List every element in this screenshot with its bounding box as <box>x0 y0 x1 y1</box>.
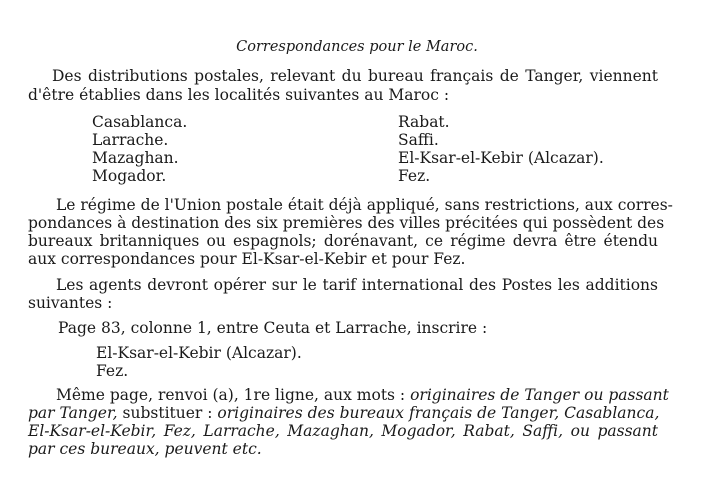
renvoi-line-2-roman: substituer : <box>117 404 218 422</box>
renvoi-line-1-italic: originaires de Tanger ou passant <box>410 386 669 404</box>
locality-larrache: Larrache. <box>92 131 169 149</box>
locality-mogador: Mogador. <box>92 167 167 185</box>
renvoi-line-2 <box>28 404 658 422</box>
locality-fez: Fez. <box>398 167 431 185</box>
locality-casablanca: Casablanca. <box>92 113 188 131</box>
intro-line-1: Des distributions postales, relevant du bureau français de Tanger, viennent <box>52 67 658 85</box>
renvoi-line-4: par ces bureaux, peuvent etc. <box>28 440 262 458</box>
regime-line-1: Le régime de l'Union postale était déjà appliqué, sans restrictions, aux corres- <box>56 196 673 214</box>
locality-el-ksar-el-kebir: El-Ksar-el-Kebir (Alcazar). <box>398 149 604 167</box>
page-reference: Page 83, colonne 1, entre Ceuta et Larrache, inscrire : <box>58 319 488 337</box>
locality-saffi: Saffi. <box>398 131 439 149</box>
renvoi-line-3: El-Ksar-el-Kebir, Fez, Larrache, Mazaghan, Mogador, Rabat, Saffi, ou passant <box>28 422 658 440</box>
addition-fez: Fez. <box>96 362 129 380</box>
renvoi-line-2-italic-b: originaires des bureaux français de Tanger, Casablanca, <box>217 404 660 422</box>
agents-line-1: Les agents devront opérer sur le tarif international des Postes les additions <box>56 276 658 294</box>
locality-mazaghan: Mazaghan. <box>92 149 179 167</box>
regime-line-3: bureaux britanniques ou espagnols; dorénavant, ce régime devra être étendu <box>28 232 658 250</box>
renvoi-line-1 <box>56 386 669 404</box>
renvoi-line-2-italic-a: par Tanger, <box>28 404 118 422</box>
addition-el-ksar-el-kebir: El-Ksar-el-Kebir (Alcazar). <box>96 344 302 362</box>
intro-line-2: d'être établies dans les localités suivantes au Maroc : <box>28 86 450 104</box>
page-title: Correspondances pour le Maroc. <box>236 39 478 55</box>
agents-line-2: suivantes : <box>28 294 113 312</box>
regime-line-2: pondances à destination des six premières des villes précitées qui possèdent des <box>28 214 665 232</box>
regime-line-4: aux correspondances pour El-Ksar-el-Kebir et pour Fez. <box>28 250 466 268</box>
renvoi-line-1-roman: Même page, renvoi (a), 1re ligne, aux mots : <box>56 386 411 404</box>
locality-rabat: Rabat. <box>398 113 450 131</box>
